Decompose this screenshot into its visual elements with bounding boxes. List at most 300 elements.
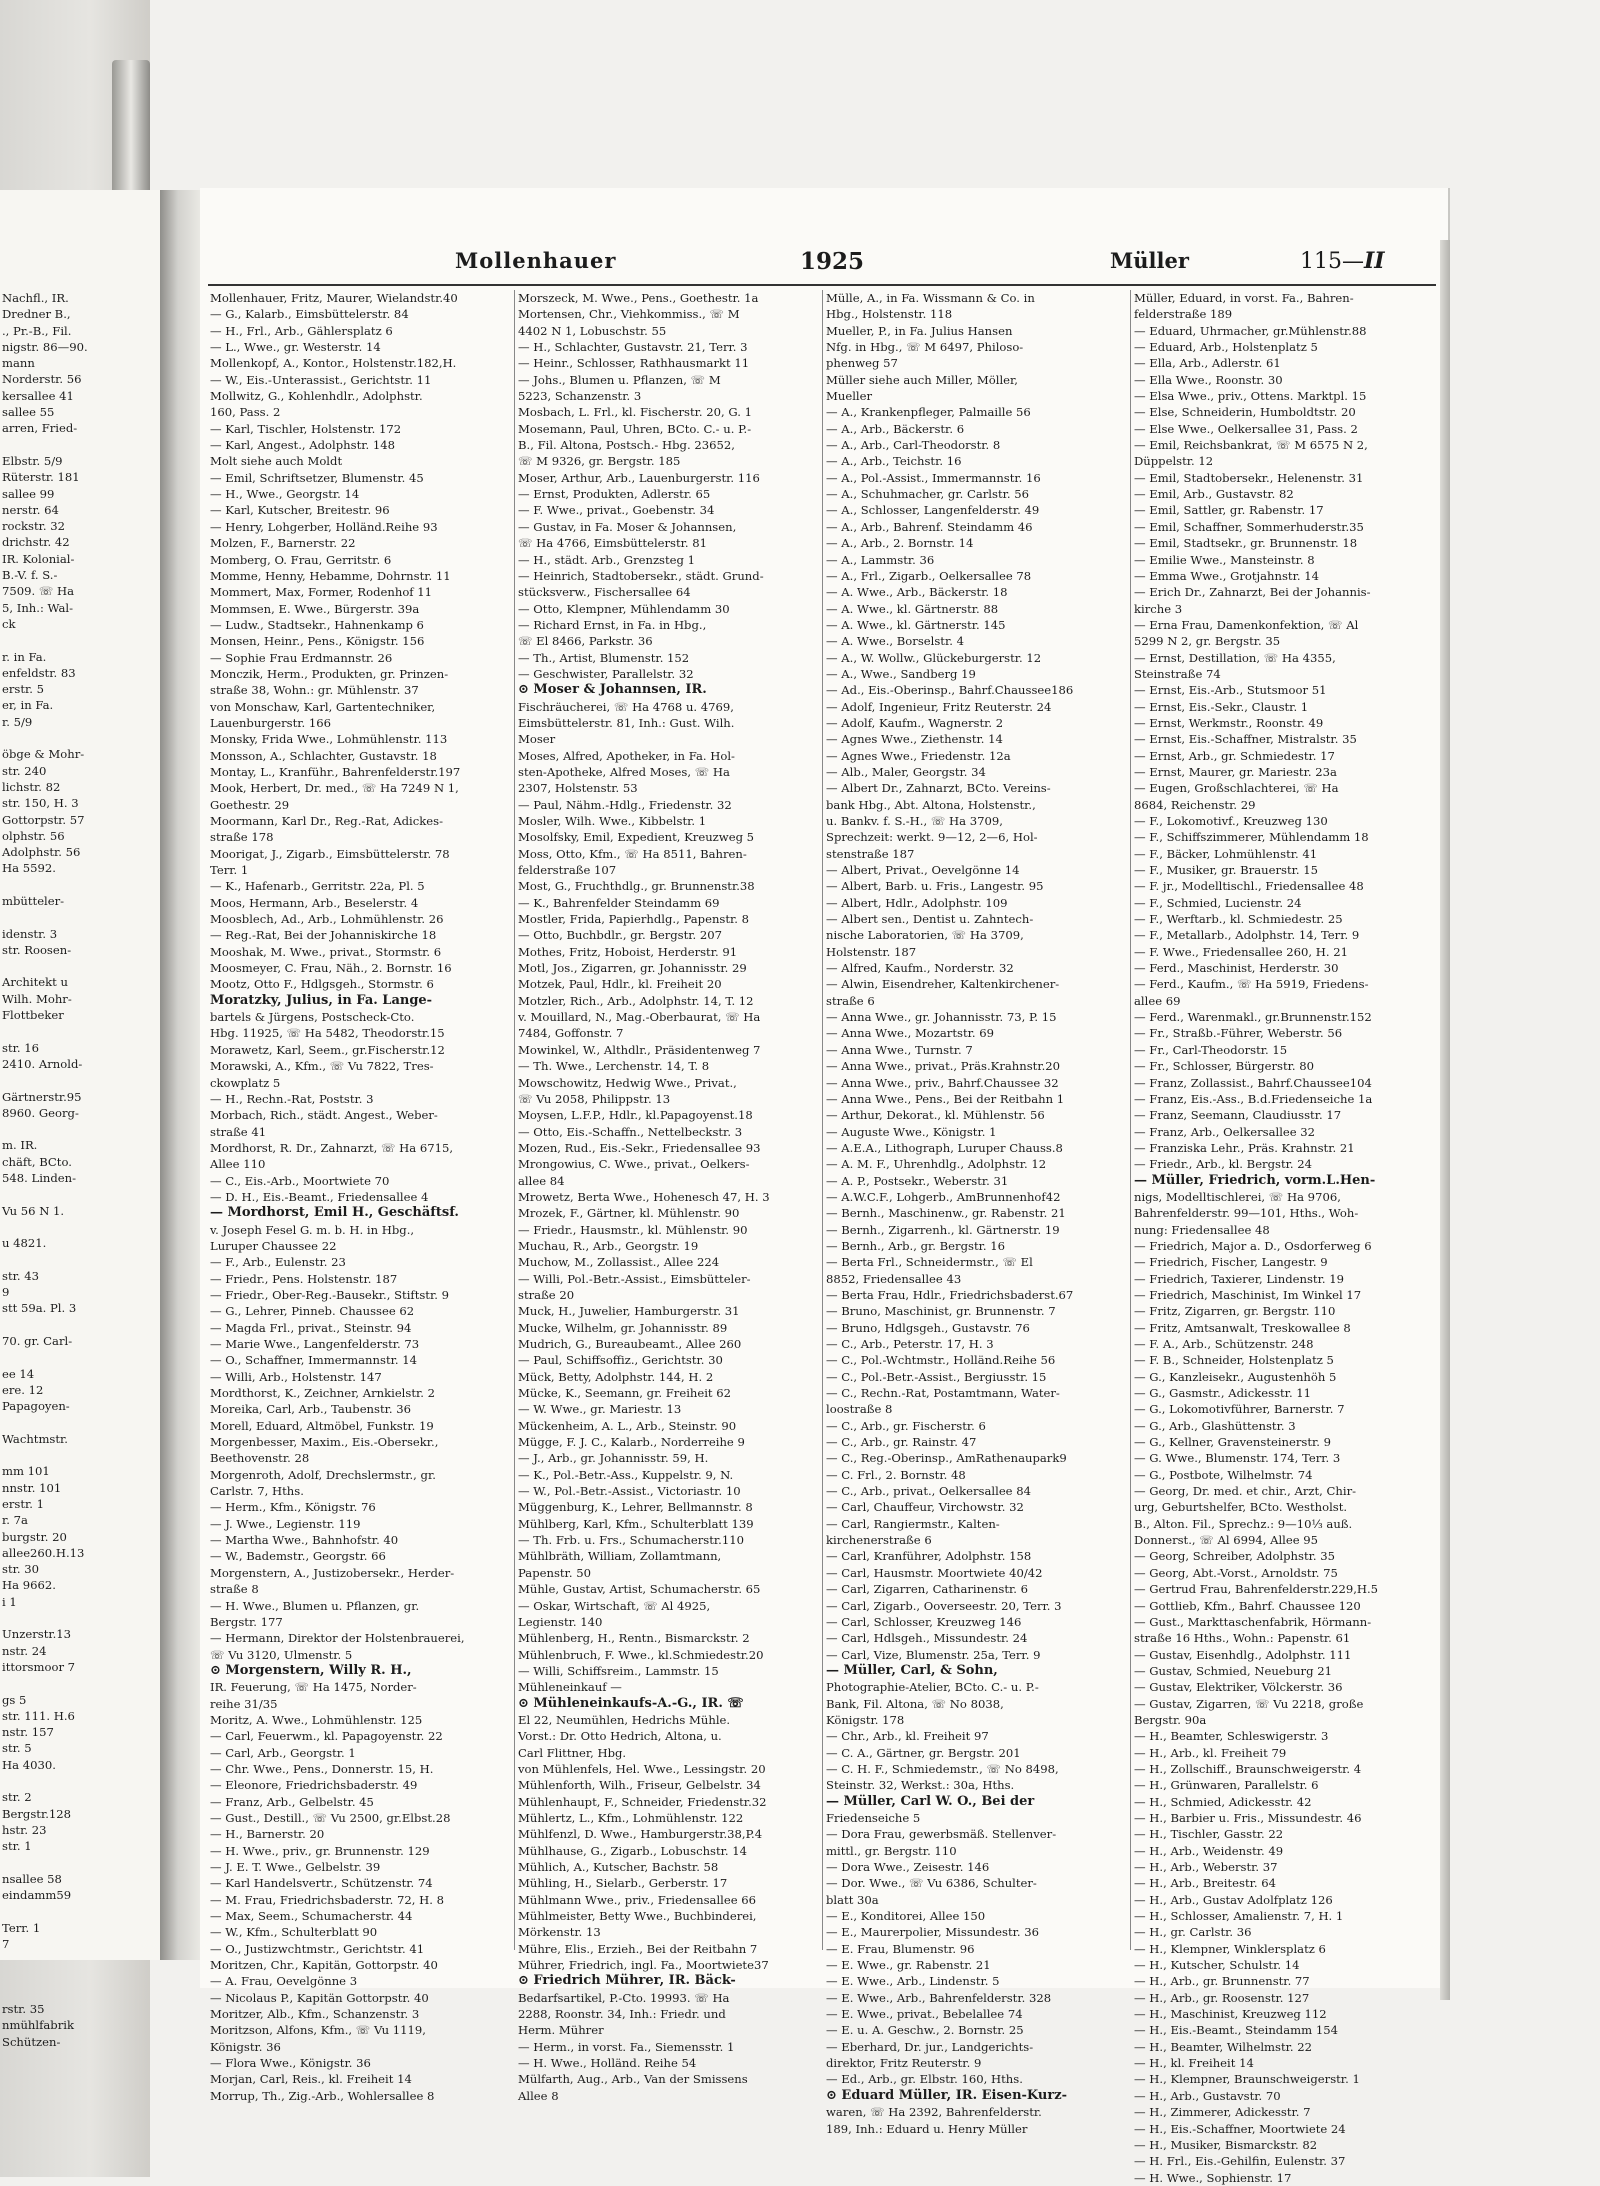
directory-entry: — Hermann, Direktor der Holstenbrauerei, (210, 1631, 465, 1646)
directory-entry: Molt siehe auch Moldt (210, 454, 343, 469)
directory-entry: — E., Maurerpolier, Missundestr. 36 (826, 1925, 1040, 1940)
directory-entry: — Magda Frl., privat., Steinstr. 94 (210, 1320, 412, 1335)
directory-entry: 7484, Goffonstr. 7 (518, 1026, 624, 1041)
directory-entry: IR. Feuerung, ☏ Ha 1475, Norder- (210, 1680, 417, 1695)
directory-entry: — Paul, Schiffsoffiz., Gerichtstr. 30 (518, 1353, 723, 1368)
directory-entry: — A. Wwe., kl. Gärtnerstr. 145 (826, 617, 1006, 632)
left-page-fragment (2, 1023, 175, 1039)
left-page-fragment: nnstr. 101 (2, 1480, 62, 1495)
directory-entry: — W., Eis.-Unterassist., Gerichtstr. 11 (210, 372, 432, 387)
directory-entry: B., Fil. Altona, Postsch.- Hbg. 23652, (518, 438, 735, 453)
left-page-fragment: ck (2, 616, 16, 631)
directory-entry: u. Bankv. f. S.-H., ☏ Ha 3709, (826, 814, 1003, 828)
left-page-fragment: kersallee 41 (2, 388, 74, 403)
directory-entry: — F. Wwe., Friedensallee 260, H. 21 (1134, 944, 1348, 959)
left-page-fragment (2, 730, 175, 746)
directory-entry: Mühlertz, L., Kfm., Lohmühlenstr. 122 (518, 1810, 744, 1825)
directory-entry: — H., Arb., Gustav Adolfplatz 126 (1134, 1892, 1333, 1907)
directory-entry: ☏ Vu 3120, Ulmenstr. 5 (210, 1647, 353, 1662)
directory-entry: — C., Arb., privat., Oelkersallee 84 (826, 1484, 1031, 1499)
left-page-fragment: 9 (2, 1285, 10, 1300)
directory-entry: — Gottlieb, Kfm., Bahrf. Chaussee 120 (1134, 1598, 1361, 1613)
directory-entry: — E. Wwe., Arb., Bahrenfelderstr. 328 (826, 1990, 1052, 2005)
directory-entry: Monsky, Frida Wwe., Lohmühlenstr. 113 (210, 732, 448, 747)
directory-entry: allee 69 (1134, 993, 1181, 1008)
directory-entry: Montay, L., Kranführ., Bahrenfelderstr.197 (210, 764, 461, 779)
directory-entry: Legienstr. 140 (518, 1614, 603, 1629)
directory-entry: — O., Schaffner, Immermannstr. 14 (210, 1353, 417, 1368)
left-page-fragment: mm 101 (2, 1464, 50, 1479)
directory-entry: — A., Schuhmacher, gr. Carlstr. 56 (826, 487, 1030, 502)
directory-entry: — Else, Schneiderin, Humboldtstr. 20 (1134, 405, 1356, 420)
directory-entry: — Chr. Wwe., Pens., Donnerstr. 15, H. (210, 1761, 434, 1776)
directory-entry: — Carl, Zigarb., Ooverseestr. 20, Terr. 3 (826, 1598, 1062, 1613)
directory-entry: — Emilie Wwe., Mansteinstr. 8 (1134, 552, 1315, 567)
directory-entry: — Müller, Carl W. O., Bei der (826, 1793, 1035, 1809)
directory-entry: — A.W.C.F., Lohgerb., AmBrunnenhof42 (826, 1189, 1061, 1204)
directory-entry: v. Mouillard, N., Mag.-Oberbaurat, ☏ Ha (518, 1010, 761, 1025)
directory-entry: Vorst.: Dr. Otto Hedrich, Altona, u. (518, 1729, 722, 1744)
directory-entry: Luruper Chaussee 22 (210, 1238, 337, 1253)
directory-entry: — Ella Wwe., Roonstr. 30 (1134, 372, 1283, 387)
directory-entry: — Friedr., Ober-Reg.-Bausekr., Stiftstr. 9 (210, 1287, 449, 1302)
directory-entry: — A., Frl., Zigarb., Oelkersallee 78 (826, 568, 1032, 583)
directory-entry: — H., Arb., Weberstr. 37 (1134, 1860, 1278, 1874)
directory-entry: Steinstraße 74 (1134, 666, 1221, 681)
directory-entry: loostraße 8 (826, 1402, 893, 1417)
directory-entry: — H., Schlosser, Amalienstr. 7, H. 1 (1134, 1909, 1344, 1924)
directory-entry: kirchenerstraße 6 (826, 1533, 932, 1548)
directory-entry: — Gustav, Eisenhdlg., Adolphstr. 111 (1134, 1647, 1352, 1662)
directory-entry: Mrozek, F., Gärtner, kl. Mühlenstr. 90 (518, 1206, 740, 1221)
directory-entry: Königstr. 178 (826, 1712, 905, 1727)
directory-entry: — Max, Seem., Schumacherstr. 44 (210, 1909, 413, 1924)
directory-entry: — L., Wwe., gr. Westerstr. 14 (210, 340, 381, 355)
directory-entry: — Eleonore, Friedrichsbaderstr. 49 (210, 1778, 418, 1793)
directory-entry: — Emil, Sattler, gr. Rabenstr. 17 (1134, 503, 1324, 518)
directory-entry: — A.E.A., Lithograph, Luruper Chauss.8 (826, 1140, 1063, 1155)
left-page-fragment (2, 877, 175, 893)
directory-entry: Moritzson, Alfons, Kfm., ☏ Vu 1119, (210, 2023, 426, 2038)
directory-entry: Müller, Eduard, in vorst. Fa., Bahren- (1134, 291, 1354, 305)
directory-entry: Morgenbesser, Maxim., Eis.-Obersekr., (210, 1435, 439, 1450)
directory-entry: — C., Reg.-Oberinsp., AmRathenaupark9 (826, 1451, 1067, 1466)
directory-entry: — Paul, Nähm.-Hdlg., Friedenstr. 32 (518, 797, 732, 812)
directory-entry: — Carl, Chauffeur, Virchowstr. 32 (826, 1500, 1024, 1515)
directory-entry: sten-Apotheke, Alfred Moses, ☏ Ha (518, 764, 730, 779)
directory-entry: — J. E. T. Wwe., Gelbelstr. 39 (210, 1860, 381, 1874)
left-page-fragment (2, 1219, 175, 1235)
directory-entry: Müggenburg, K., Lehrer, Bellmannstr. 8 (518, 1500, 753, 1515)
directory-entry: Mueller, P., in Fa. Julius Hansen (826, 323, 1013, 338)
directory-entry: Mühle, Gustav, Artist, Schumacherstr. 65 (518, 1582, 761, 1597)
directory-entry: Friedenseiche 5 (826, 1810, 921, 1825)
directory-entry: Königstr. 36 (210, 2039, 281, 2054)
directory-entry: Momme, Henny, Hebamme, Dohrnstr. 11 (210, 568, 451, 583)
left-page-fragment: enfeldstr. 83 (2, 665, 76, 680)
directory-entry: — M. Frau, Friedrichsbaderstr. 72, H. 8 (210, 1892, 444, 1907)
directory-entry: ☏ El 8466, Parkstr. 36 (518, 634, 653, 649)
directory-entry: — Carl, Hdlsgeh., Missundestr. 24 (826, 1631, 1028, 1646)
directory-entry: — F. B., Schneider, Holstenplatz 5 (1134, 1353, 1334, 1368)
directory-entry: — Anna Wwe., Mozartstr. 69 (826, 1026, 995, 1041)
left-page-fragment: Architekt u (2, 975, 68, 990)
left-page-fragment: Papagoyen- (2, 1399, 70, 1414)
directory-entry: Moysen, L.F.P., Hdlr., kl.Papagoyenst.18 (518, 1108, 753, 1123)
left-page-fragment: nigstr. 86—90. (2, 339, 88, 354)
directory-entry: Mühlmeister, Betty Wwe., Buchbinderei, (518, 1909, 757, 1924)
directory-entry: — Müller, Friedrich, vorm.L.Hen- (1134, 1172, 1376, 1188)
directory-entry: von Monschaw, Karl, Gartentechniker, (210, 699, 436, 714)
left-page-fragment: r. 5/9 (2, 714, 33, 729)
directory-entry: — Ernst, Produkten, Adlerstr. 65 (518, 487, 711, 502)
left-page-fragment: öbge & Mohr- (2, 747, 85, 762)
left-page-fragment: str. 5 (2, 1741, 32, 1756)
directory-entry: — Elsa Wwe., priv., Ottens. Marktpl. 15 (1134, 389, 1367, 404)
directory-entry: — Karl, Kutscher, Breitestr. 96 (210, 503, 390, 518)
directory-entry: — Ernst, Werkmstr., Roonstr. 49 (1134, 715, 1324, 730)
directory-entry: Allee 110 (210, 1157, 266, 1172)
directory-entry: Mühling, H., Sielarb., Gerberstr. 17 (518, 1876, 728, 1891)
directory-entry: — A. P., Postsekr., Weberstr. 31 (826, 1173, 1009, 1188)
directory-entry: — H., Arb., Breitestr. 64 (1134, 1876, 1276, 1891)
directory-entry: Mrongowius, C. Wwe., privat., Oelkers- (518, 1157, 750, 1172)
left-page-fragment (2, 632, 175, 648)
directory-entry: reihe 31/35 (210, 1696, 278, 1711)
left-page-fragment (2, 1186, 175, 1202)
directory-entry: Mück, Betty, Adolphstr. 144, H. 2 (518, 1369, 714, 1384)
directory-entry: — Franz, Seemann, Claudiusstr. 17 (1134, 1108, 1342, 1123)
directory-entry: — A., W. Wollw., Glückeburgerstr. 12 (826, 650, 1042, 665)
left-page-fragment: Nachfl., IR. (2, 291, 69, 305)
column-divider (514, 290, 515, 1950)
directory-entry: — Emil, Schaffner, Sommerhuderstr.35 (1134, 519, 1364, 534)
directory-entry: — Anna Wwe., priv., Bahrf.Chaussee 32 (826, 1075, 1059, 1090)
directory-entry: — G., Kanzleisekr., Augustenhöh 5 (1134, 1369, 1337, 1384)
left-page-fragment (2, 1610, 175, 1626)
directory-entry: — H., Barnerstr. 20 (210, 1827, 325, 1842)
directory-entry: — Herm., in vorst. Fa., Siemensstr. 1 (518, 2039, 735, 2054)
book-clip (112, 60, 150, 200)
left-page-fragment: 7 (2, 1936, 10, 1951)
column-4 (1134, 290, 1430, 2186)
directory-entry: — Th. Wwe., Lerchenstr. 14, T. 8 (518, 1059, 710, 1074)
directory-entry: stücksverw., Fischersallee 64 (518, 585, 691, 600)
directory-entry: Bank, Fil. Altona, ☏ No 8038, (826, 1696, 1004, 1711)
directory-entry: — Else Wwe., Oelkersallee 31, Pass. 2 (1134, 421, 1358, 436)
directory-entry: Bedarfsartikel, P.-Cto. 19993. ☏ Ha (518, 1990, 730, 2005)
directory-entry: — Chr., Arb., kl. Freiheit 97 (826, 1729, 989, 1744)
directory-entry: — E. u. A. Geschw., 2. Bornstr. 25 (826, 2023, 1024, 2038)
directory-entry: phenweg 57 (826, 356, 898, 371)
directory-entry: 2307, Holstenstr. 53 (518, 781, 638, 796)
directory-entry: — F. Wwe., privat., Goebenstr. 34 (518, 503, 715, 518)
directory-entry: — G., Kalarb., Eimsbüttelerstr. 84 (210, 307, 409, 322)
directory-entry: — Ella, Arb., Adlerstr. 61 (1134, 356, 1281, 371)
left-page-fragment: IR. Kolonial- (2, 551, 75, 566)
directory-entry: — A. Wwe., Borselstr. 4 (826, 634, 964, 649)
directory-entry: Hbg., Holstenstr. 118 (826, 307, 953, 322)
directory-entry: Most, G., Fruchthdlg., gr. Brunnenstr.38 (518, 879, 755, 894)
directory-entry: — Anna Wwe., Turnstr. 7 (826, 1042, 973, 1057)
directory-entry: Sprechzeit: werkt. 9—12, 2—6, Hol- (826, 830, 1038, 845)
directory-entry: Mosler, Wilh. Wwe., Kibbelstr. 1 (518, 814, 707, 828)
left-page-fragment: Elbstr. 5/9 (2, 453, 63, 468)
directory-entry: — Arthur, Dekorat., kl. Mühlenstr. 56 (826, 1108, 1045, 1123)
directory-entry: — Bruno, Maschinist, gr. Brunnenstr. 7 (826, 1304, 1056, 1319)
left-page-fragment: Ha 4030. (2, 1757, 56, 1772)
directory-entry: — Eugen, Großschlachterei, ☏ Ha (1134, 781, 1339, 796)
directory-entry: Mühlhause, G., Zigarb., Lobuschstr. 14 (518, 1843, 748, 1858)
directory-entry: — Friedrich, Major a. D., Osdorferweg 6 (1134, 1238, 1372, 1253)
directory-entry: — Georg, Abt.-Vorst., Arnoldstr. 75 (1134, 1565, 1338, 1580)
directory-entry: — Agnes Wwe., Ziethenstr. 14 (826, 732, 1003, 747)
left-page-fragment: Ha 5592. (2, 861, 56, 876)
left-page-fragment: 548. Linden- (2, 1171, 77, 1186)
directory-entry: — Martha Wwe., Bahnhofstr. 40 (210, 1533, 399, 1548)
left-page-fragment: rockstr. 32 (2, 519, 66, 534)
directory-entry: — Geschwister, Parallelstr. 32 (518, 666, 694, 681)
directory-entry: — Gustav, in Fa. Moser & Johannsen, (518, 519, 737, 534)
left-page-fragment: i 1 (2, 1594, 17, 1609)
directory-entry: — Albert, Barb. u. Fris., Langestr. 95 (826, 879, 1044, 894)
directory-entry: blatt 30a (826, 1892, 879, 1907)
directory-entry: ☏ Ha 4766, Eimsbüttelerstr. 81 (518, 536, 708, 551)
left-page-fragment: erstr. 1 (2, 1496, 45, 1511)
directory-entry: — Friedrich, Maschinist, Im Winkel 17 (1134, 1287, 1362, 1302)
directory-entry: Muchau, R., Arb., Georgstr. 19 (518, 1238, 699, 1253)
directory-entry: — H., Schmied, Adickesstr. 42 (1134, 1794, 1312, 1809)
left-page-fragment: eindamm59 (2, 1888, 72, 1903)
left-page-fragment (2, 958, 175, 974)
directory-entry: — Willi, Schiffsreim., Lammstr. 15 (518, 1663, 719, 1678)
header-right-word: Müller (1110, 248, 1189, 273)
left-page-fragment: 70. gr. Carl- (2, 1334, 73, 1348)
left-page-fragment: lichstr. 82 (2, 779, 61, 794)
directory-entry: Monczik, Herm., Produkten, gr. Prinzen- (210, 666, 449, 681)
directory-entry: Eimsbüttelerstr. 81, Inh.: Gust. Wilh. (518, 715, 735, 730)
left-page-fragment: nerstr. 64 (2, 502, 59, 517)
directory-entry: Donnerst., ☏ Al 6994, Allee 95 (1134, 1533, 1319, 1548)
left-page-fragment: Adolphstr. 56 (2, 845, 81, 860)
left-page-fragment (2, 1903, 175, 1919)
directory-entry: — Bernh., Arb., gr. Bergstr. 16 (826, 1238, 1005, 1253)
directory-entry: Momberg, O. Frau, Gerritstr. 6 (210, 552, 392, 567)
directory-entry: Morjan, Carl, Reis., kl. Freiheit 14 (210, 2072, 412, 2087)
directory-entry: — Franz, Eis.-Ass., B.d.Friedenseiche 1a (1134, 1091, 1373, 1106)
directory-entry: Mueller (826, 389, 873, 404)
directory-entry: — A., Arb., Teichstr. 16 (826, 454, 962, 469)
directory-entry: — H., Frl., Arb., Gählersplatz 6 (210, 323, 393, 338)
directory-entry: — Otto, Klempner, Mühlendamm 30 (518, 601, 730, 616)
directory-entry: — Adolf, Ingenieur, Fritz Reuterstr. 24 (826, 699, 1052, 714)
directory-entry: Molzen, F., Barnerstr. 22 (210, 536, 356, 551)
directory-entry: — G., Kellner, Gravensteinerstr. 9 (1134, 1435, 1332, 1450)
directory-entry: — Ed., Arb., gr. Elbstr. 160, Hths. (826, 2072, 1023, 2087)
directory-entry: — Ferd., Kaufm., ☏ Ha 5919, Friedens- (1134, 977, 1369, 992)
directory-entry: Herm. Mührer (518, 2023, 604, 2038)
directory-entry: Beethovenstr. 28 (210, 1451, 310, 1466)
directory-entry: Morawski, A., Kfm., ☏ Vu 7822, Tres- (210, 1059, 434, 1074)
directory-entry: — Ernst, Eis.-Schaffner, Mistralstr. 35 (1134, 732, 1357, 747)
directory-entry: — Carl, Zigarren, Catharinenstr. 6 (826, 1582, 1029, 1597)
directory-entry: Moritzer, Alb., Kfm., Schanzenstr. 3 (210, 2007, 420, 2022)
directory-entry: — C., Pol.-Wchtmstr., Holländ.Reihe 56 (826, 1353, 1056, 1368)
directory-entry: 160, Pass. 2 (210, 405, 281, 420)
directory-entry: 2288, Roonstr. 34, Inh.: Friedr. und (518, 2007, 726, 2022)
directory-entry: — Georg, Dr. med. et chir., Arzt, Chir- (1134, 1484, 1357, 1499)
directory-entry: mittl., gr. Bergstr. 110 (826, 1843, 957, 1858)
directory-entry: — Gust., Destill., ☏ Vu 2500, gr.Elbst.28 (210, 1810, 451, 1825)
left-page-fragment: nstr. 24 (2, 1643, 47, 1658)
directory-entry: — D. H., Eis.-Beamt., Friedensallee 4 (210, 1189, 429, 1204)
directory-entry: Moos, Hermann, Arb., Beselerstr. 4 (210, 895, 419, 910)
directory-entry: — G., Postbote, Wilhelmstr. 74 (1134, 1467, 1313, 1482)
directory-entry: — Fritz, Zigarren, gr. Bergstr. 110 (1134, 1304, 1336, 1319)
column-2 (518, 290, 814, 2104)
left-page-fragment: str. 43 (2, 1268, 39, 1283)
directory-entry: Mörkenstr. 13 (518, 1925, 601, 1940)
directory-entry: — Gustav, Zigarren, ☏ Vu 2218, große (1134, 1696, 1364, 1711)
directory-entry: Hbg. 11925, ☏ Ha 5482, Theodorstr.15 (210, 1026, 445, 1041)
directory-entry: — Dora Wwe., Zeisestr. 146 (826, 1860, 990, 1874)
directory-entry: Morszeck, M. Wwe., Pens., Goethestr. 1a (518, 291, 759, 305)
directory-entry: Mollwitz, G., Kohlenhdlr., Adolphstr. (210, 389, 423, 404)
directory-entry: — Ernst, Eis.-Sekr., Claustr. 1 (1134, 699, 1309, 714)
directory-entry: — Otto, Eis.-Schaffn., Nettelbeckstr. 3 (518, 1124, 743, 1139)
directory-entry: — A. Wwe., kl. Gärtnerstr. 88 (826, 601, 999, 616)
left-page-fragment (2, 1675, 175, 1691)
left-page-fragment: Terr. 1 (2, 1920, 41, 1935)
left-page-fragment: hstr. 23 (2, 1822, 47, 1837)
left-page-fragment (2, 1317, 175, 1333)
directory-entry: — Reg.-Rat, Bei der Johanniskirche 18 (210, 928, 437, 943)
directory-entry: Mühlmann Wwe., priv., Friedensallee 66 (518, 1892, 757, 1907)
directory-entry: — W. Wwe., gr. Mariestr. 13 (518, 1402, 682, 1417)
left-facing-page (0, 190, 177, 2049)
directory-entry: — A., Arb., Bahrenf. Steindamm 46 (826, 519, 1033, 534)
left-page-fragment: Rüterstr. 181 (2, 470, 80, 485)
directory-entry: — Albert, Privat., Oevelgönne 14 (826, 863, 1020, 878)
left-page-fragment: str. 111. H.6 (2, 1708, 75, 1723)
directory-entry: — H. Frl., Eis.-Gehilfin, Eulenstr. 37 (1134, 2154, 1346, 2169)
directory-entry: — Berta Frl., Schneidermstr., ☏ El (826, 1255, 1033, 1270)
directory-entry: Moser, Arthur, Arb., Lauenburgerstr. 116 (518, 470, 760, 485)
directory-entry: — C., Arb., gr. Fischerstr. 6 (826, 1418, 986, 1433)
directory-entry: Mollenhauer, Fritz, Maurer, Wielandstr.40 (210, 291, 458, 305)
directory-entry: — F., Schiffszimmerer, Mühlendamm 18 (1134, 830, 1369, 845)
directory-entry: ☏ Vu 2058, Philippstr. 13 (518, 1091, 671, 1106)
directory-entry: — Bernh., Zigarrenh., kl. Gärtnerstr. 19 (826, 1222, 1060, 1237)
directory-entry: stenstraße 187 (826, 846, 915, 861)
directory-entry: straße 8 (210, 1582, 259, 1597)
directory-entry: — Marie Wwe., Langenfelderstr. 73 (210, 1337, 420, 1351)
left-page-fragment: str. 150, H. 3 (2, 796, 79, 811)
directory-entry: ⊙ Eduard Müller, IR. Eisen-Kurz- (826, 2087, 1068, 2103)
directory-entry: — Richard Ernst, in Fa. in Hbg., (518, 617, 707, 632)
directory-entry: kirche 3 (1134, 601, 1183, 616)
left-page-fragment: Gärtnerstr.95 (2, 1089, 82, 1104)
directory-entry: bank Hbg., Abt. Altona, Holstenstr., (826, 797, 1036, 812)
directory-entry: — Anna Wwe., gr. Johannisstr. 73, P. 15 (826, 1010, 1057, 1025)
left-page-fragment: str. Roosen- (2, 942, 72, 957)
directory-entry: Mückenheim, A. L., Arb., Steinstr. 90 (518, 1418, 737, 1433)
directory-entry: — Ernst, Arb., gr. Schmiedestr. 17 (1134, 748, 1335, 763)
directory-entry: — H., Arb., gr. Brunnenstr. 77 (1134, 1974, 1310, 1989)
directory-entry: von Mühlenfels, Hel. Wwe., Lessingstr. 20 (518, 1761, 766, 1776)
left-page-fragment: u 4821. (2, 1236, 47, 1251)
directory-entry: — Friedr., Arb., kl. Bergstr. 24 (1134, 1157, 1313, 1172)
directory-entry: straße 16 Hths., Wohn.: Papenstr. 61 (1134, 1631, 1351, 1646)
directory-entry: Mührer, Friedrich, ingl. Fa., Moortwiete37 (518, 1958, 769, 1973)
directory-entry: Mommsen, E. Wwe., Bürgerstr. 39a (210, 601, 420, 616)
directory-entry: Mooshak, M. Wwe., privat., Stormstr. 6 (210, 944, 442, 959)
directory-entry: Mühre, Elis., Erzieh., Bei der Reitbahn 7 (518, 1941, 758, 1956)
directory-entry: — Sophie Frau Erdmannstr. 26 (210, 650, 393, 665)
directory-entry: — Franziska Lehr., Präs. Krahnstr. 21 (1134, 1140, 1355, 1155)
left-page-fragment: Wilh. Mohr- (2, 991, 72, 1006)
directory-entry: — Friedrich, Taxierer, Lindenstr. 19 (1134, 1271, 1344, 1286)
directory-entry: Mügge, F. J. C., Kalarb., Norderreihe 9 (518, 1435, 745, 1450)
directory-entry: — K., Bahrenfelder Steindamm 69 (518, 895, 720, 910)
directory-entry: B., Alton. Fil., Sprechz.: 9—10⅓ auß. (1134, 1516, 1353, 1531)
directory-entry: ⊙ Moser & Johannsen, IR. (518, 682, 707, 698)
directory-entry: Moser (518, 732, 556, 747)
left-page-fragment: nstr. 157 (2, 1725, 54, 1740)
directory-entry: — Bruno, Hdlgsgeh., Gustavstr. 76 (826, 1320, 1030, 1335)
directory-entry: — Emil, Stadtsekr., gr. Brunnenstr. 18 (1134, 536, 1358, 551)
directory-entry: — J., Arb., gr. Johannisstr. 59, H. (518, 1451, 709, 1466)
left-page-fragment: str. 1 (2, 1839, 32, 1854)
left-page-fragment (2, 909, 175, 925)
left-page-fragment: str. 240 (2, 763, 47, 778)
directory-entry: — Albert sen., Dentist u. Zahntech- (826, 912, 1034, 927)
directory-entry: — A., Arb., Bäckerstr. 6 (826, 421, 965, 436)
directory-entry: Mucke, Wilhelm, gr. Johannisstr. 89 (518, 1320, 728, 1335)
directory-entry: Bahrenfelderstr. 99—101, Hths., Woh- (1134, 1206, 1359, 1221)
directory-entry: Holstenstr. 187 (826, 944, 917, 959)
directory-entry: allee 84 (518, 1173, 565, 1188)
left-page-fragment: 8960. Georg- (2, 1105, 79, 1120)
left-page-fragment: ittorsmoor 7 (2, 1659, 76, 1674)
directory-entry: — Ernst, Destillation, ☏ Ha 4355, (1134, 650, 1336, 665)
directory-entry: Moss, Otto, Kfm., ☏ Ha 8511, Bahren- (518, 846, 747, 861)
directory-entry: Mosolfsky, Emil, Expedient, Kreuzweg 5 (518, 830, 755, 845)
directory-entry: — F., Musiker, gr. Brauerstr. 15 (1134, 863, 1318, 878)
directory-entry: — Carl, Arb., Georgstr. 1 (210, 1745, 356, 1760)
directory-entry: — Alb., Maler, Georgstr. 34 (826, 764, 986, 779)
column-3 (826, 290, 1122, 2137)
directory-entry: Morawetz, Karl, Seem., gr.Fischerstr.12 (210, 1042, 445, 1057)
directory-entry: Moritz, A. Wwe., Lohmühlenstr. 125 (210, 1712, 423, 1727)
directory-entry: Mühlenberg, H., Rentn., Bismarckstr. 2 (518, 1631, 750, 1646)
directory-entry: — W., Kfm., Schulterblatt 90 (210, 1925, 378, 1940)
directory-entry: Papenstr. 50 (518, 1565, 591, 1580)
directory-entry: — H., Wwe., Georgstr. 14 (210, 487, 360, 502)
directory-entry: Mühleneinkauf — (518, 1680, 622, 1695)
directory-entry: 189, Inh.: Eduard u. Henry Müller (826, 2121, 1028, 2136)
directory-entry: — Berta Frau, Hdlr., Friedrichsbaderst.67 (826, 1287, 1074, 1302)
left-page-fragment: Ha 9662. (2, 1578, 56, 1593)
left-page-fragment (2, 1855, 175, 1871)
directory-entry: — Ernst, Maurer, gr. Mariestr. 23a (1134, 764, 1337, 779)
directory-entry: — F., Bäcker, Lohmühlenstr. 41 (1134, 846, 1318, 861)
directory-entry: Mühlberg, Karl, Kfm., Schulterblatt 139 (518, 1516, 754, 1531)
left-page-fragment: arren, Fried- (2, 421, 78, 436)
directory-entry: — Friedrich, Fischer, Langestr. 9 (1134, 1255, 1328, 1270)
directory-entry: — F., Arb., Eulenstr. 23 (210, 1255, 346, 1270)
directory-entry: felderstraße 189 (1134, 307, 1233, 322)
